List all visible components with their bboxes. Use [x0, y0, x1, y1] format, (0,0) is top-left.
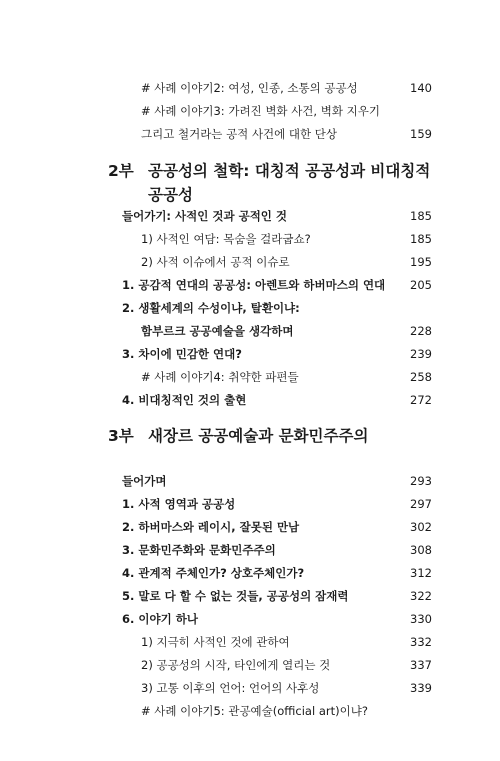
entry-title: 들어가기: 사적인 것과 공적인 것	[122, 209, 288, 223]
toc-entry	[0, 228, 500, 250]
entry-title: # 사례 이야기5: 관공예술(official art)이냐?	[141, 704, 368, 718]
toc-entry	[0, 562, 500, 584]
entry-title: 3) 고통 이후의 언어: 언어의 사후성	[141, 681, 320, 695]
entry-title: # 사례 이야기2: 여성, 인종, 소통의 공공성	[141, 81, 358, 95]
entry-title: 1) 사적인 여담: 목숨을 걸라굽쇼?	[141, 232, 311, 246]
toc-entry	[0, 700, 500, 722]
toc-entry	[0, 585, 500, 607]
toc-entry	[0, 205, 500, 227]
entry-page: 302	[410, 520, 432, 534]
toc-entry	[0, 123, 500, 145]
part-title: 새장르 공공예술과 문화민주주의	[148, 427, 369, 445]
toc-entry	[0, 100, 500, 122]
entry-page: 293	[410, 474, 432, 488]
toc-entry	[0, 251, 500, 273]
toc-entry	[0, 320, 500, 342]
entry-title: # 사례 이야기3: 가려진 벽화 사건, 벽화 지우기	[141, 104, 380, 118]
entry-page: 332	[410, 635, 432, 649]
entry-title: 함부르크 공공예술을 생각하며	[141, 324, 294, 338]
entry-page: 322	[410, 589, 432, 603]
entry-title: # 사례 이야기4: 취약한 파편들	[141, 370, 299, 384]
toc-entry	[0, 608, 500, 630]
entry-title: 2) 사적 이슈에서 공적 이슈로	[141, 255, 290, 269]
entry-title: 3. 문화민주화와 문화민주주의	[122, 543, 276, 557]
entry-title: 3. 차이에 민감한 연대?	[122, 347, 242, 361]
toc-entry	[0, 274, 500, 296]
part-title-continued: 공공성	[148, 186, 193, 204]
entry-title: 4. 비대칭적인 것의 출현	[122, 393, 247, 407]
entry-page: 312	[410, 566, 432, 580]
entry-title: 그리고 철거라는 공적 사건에 대한 단상	[141, 127, 338, 141]
entry-page: 258	[410, 370, 432, 384]
toc-entry	[0, 343, 500, 365]
toc-entry	[0, 366, 500, 388]
entry-title: 1. 사적 영역과 공공성	[122, 497, 236, 511]
part-title: 공공성의 철학: 대칭적 공공성과 비대칭적	[148, 162, 431, 180]
entry-page: 228	[410, 324, 432, 338]
toc-entry	[0, 654, 500, 676]
entry-page: 272	[410, 393, 432, 407]
toc-entry	[0, 389, 500, 411]
entry-title: 2. 하버마스와 레이시, 잘못된 만남	[122, 520, 300, 534]
entry-page: 308	[410, 543, 432, 557]
entry-page: 185	[410, 232, 432, 246]
toc-entry	[0, 677, 500, 699]
entry-page: 297	[410, 497, 432, 511]
toc-entry	[0, 493, 500, 515]
entry-page: 330	[410, 612, 432, 626]
entry-title: 2. 생활세계의 수성이냐, 탈환이냐:	[122, 301, 300, 315]
entry-title: 1. 공감적 연대의 공공성: 아렌트와 하버마스의 연대	[122, 278, 386, 292]
toc-entry	[0, 539, 500, 561]
entry-page: 159	[410, 127, 432, 141]
toc-entry	[0, 516, 500, 538]
toc-entry	[0, 470, 500, 492]
entry-title: 2) 공공성의 시작, 타인에게 열리는 것	[141, 658, 331, 672]
part-number: 3부	[108, 427, 134, 445]
entry-title: 들어가며	[122, 474, 167, 488]
entry-page: 140	[410, 81, 432, 95]
entry-title: 4. 관계적 주체인가? 상호주체인가?	[122, 566, 305, 580]
entry-page: 239	[410, 347, 432, 361]
entry-page: 205	[410, 278, 432, 292]
entry-page: 195	[410, 255, 432, 269]
toc-entry	[0, 77, 500, 99]
toc-entry	[0, 631, 500, 653]
toc-entry	[0, 297, 500, 319]
entry-title: 1) 지극히 사적인 것에 관하여	[141, 635, 290, 649]
entry-page: 339	[410, 681, 432, 695]
entry-page: 185	[410, 209, 432, 223]
entry-page: 337	[410, 658, 432, 672]
part-number: 2부	[108, 162, 134, 180]
entry-title: 6. 이야기 하나	[122, 612, 198, 626]
entry-title: 5. 말로 다 할 수 없는 것들, 공공성의 잠재력	[122, 589, 349, 603]
